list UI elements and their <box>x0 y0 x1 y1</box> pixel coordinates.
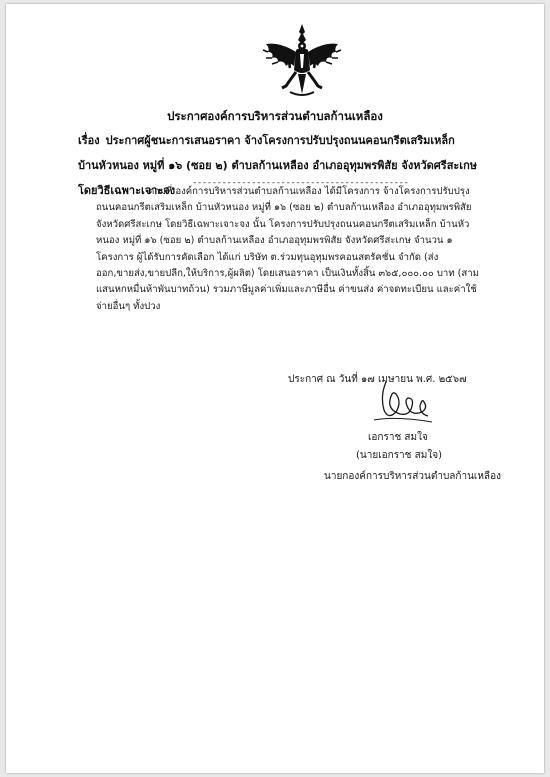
signer-name: เอกราช สมใจ <box>368 432 428 443</box>
body-paragraph: ตามที่ องค์การบริหารส่วนตำบลก้านเหลือง ได้มีโครงการ จ้างโครงการปรับปรุงถนนคอนกรีตเสริมเหล็ก บ้านหัวหนอง หมู่ที่ ๑๖ (ซอย ๒) ตำบลก้านเหลือง อำเภออุทุมพรพิสัย จังหวัดศรีสะเกษ โดยวิธีเฉพาะเจาะจง นั้น โครงการปรับปรุงถนนคอนกรีตเสริมเหล็ก บ้านหัวหนอง หมู่ที่ ๑๖ (ซอย ๒) ตำบลก้านเหลือง อำเภออุทุมพรพิสัย จังหวัดศรีสะเกษ จำนวน ๑ โครงการ ผู้ได้รับการคัดเลือก ได้แก่ บริษัท ต.ร่วมทุนอุทุมพรคอนสตรัคชั่น จำกัด (ส่งออก,ขายส่ง,ขายปลีก,ให้บริการ,ผู้ผลิต) โดยเสนอราคา เป็นเงินทั้งสิ้น ๓๖๕,๐๐๐.๐๐ บาท (สามแสนหกหมื่นห้าพันบาทถ้วน) รวมภาษีมูลค่าเพิ่มและภาษีอื่น ค่าขนส่ง ค่าจดทะเบียน และค่าใช้จ่ายอื่นๆ ทั้งปวง <box>96 186 479 312</box>
body-paragraph-block <box>96 184 482 315</box>
announcement-date: ประกาศ ณ วันที่ ๑๗ เมษายน พ.ศ. ๒๕๖๗ <box>288 374 467 385</box>
separator-line: -------------------------------------------- <box>192 178 409 188</box>
subject-label: เรื่อง <box>78 134 100 147</box>
announcement-title: ประกาศองค์การบริหารส่วนตำบลก้านเหลือง <box>167 109 383 123</box>
subject-text: ประกาศผู้ชนะการเสนอราคา จ้างโครงการปรับปรุงถนนคอนกรีตเสริมเหล็ก บ้านหัวหนอง หมู่ที่ ๑๖ (ซอย ๒) ตำบลก้านเหลือง อำเภออุทุมพรพิสัย จังหวัดศรีสะเกษ โดยวิธีเฉพาะเจาะจง <box>78 134 477 197</box>
garuda-emblem-icon <box>260 22 344 100</box>
signer-position: นายกองค์การบริหารส่วนตำบลก้านเหลือง <box>324 471 501 482</box>
signer-full-name: (นายเอกราช สมใจ) <box>356 450 442 461</box>
document-page <box>6 4 544 773</box>
signature-icon <box>366 376 446 426</box>
